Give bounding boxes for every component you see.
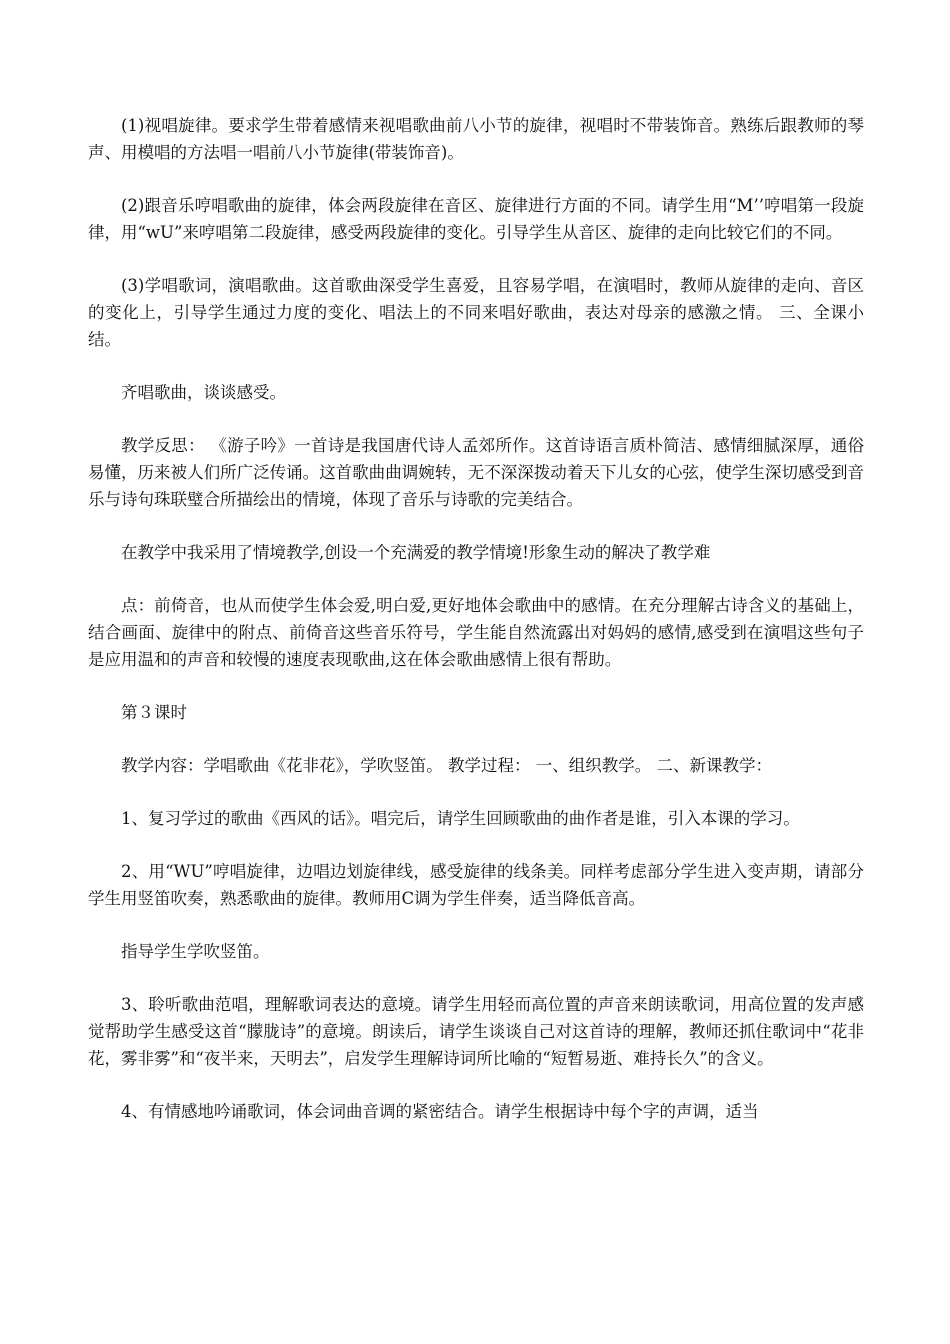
paragraph-situational-teaching: 在教学中我采用了情境教学,创设一个充满爱的教学情境!形象生动的解决了教学难 <box>121 543 711 562</box>
document-body <box>88 112 864 1143</box>
paragraph-lyrics: (3)学唱歌词，演唱歌曲。这首歌曲深受学生喜爱，且容易学唱，在演唱时，教师从旋律的走向、音区的变化上，引导学生通过力度的变化、唱法上的不同来唱好歌曲，表达对母亲的感激之情。 三、全课小结。 <box>88 276 864 349</box>
paragraph-recorder-guidance: 指导学生学吹竖笛。 <box>121 942 270 961</box>
paragraph-step-3: 3、聆听歌曲范唱，理解歌词表达的意境。请学生用轻而高位置的声音来朗读歌词，用高位置的发声感觉帮助学生感受这首“朦胧诗”的意境。朗读后，请学生谈谈自己对这首诗的理解，教师还抓住歌词中“花非花，雾非雾”和“夜半来，天明去”，启发学生理解诗词所比喻的“短暂易逝、难持长久”的含义。 <box>88 995 864 1068</box>
paragraph-appoggiatura: 点：前倚音，也从而使学生体会爱,明白爱,更好地体会歌曲中的感情。在充分理解古诗含义的基础上，结合画面、旋律中的附点、前倚音这些音乐符号，学生能自然流露出对妈妈的感情,感受到在演唱这些句子是应用温和的声音和较慢的速度表现歌曲,这在体会歌曲感情上很有帮助。 <box>88 596 864 669</box>
paragraph-step-4: 4、有情感地吟诵歌词，体会词曲音调的紧密结合。请学生根据诗中每个字的声调，适当 <box>121 1102 759 1121</box>
paragraph-lesson-content: 教学内容：学唱歌曲《花非花》，学吹竖笛。 教学过程： 一、组织教学。 二、新课教学： <box>121 756 772 775</box>
lesson-heading: 第３课时 <box>121 703 187 722</box>
paragraph-humming: (2)跟音乐哼唱歌曲的旋律，体会两段旋律在音区、旋律进行方面的不同。请学生用“M’’哼唱第一段旋律，用“wU”来哼唱第二段旋律，感受两段旋律的变化。引导学生从音区、旋律的走向比较它们的不同。 <box>88 196 864 242</box>
paragraph-step-1: 1、复习学过的歌曲《西风的话》。唱完后，请学生回顾歌曲的曲作者是谁，引入本课的学习。 <box>121 809 800 828</box>
paragraph-teaching-reflection: 教学反思： 《游子吟》一首诗是我国唐代诗人孟郊所作。这首诗语言质朴简洁、感情细腻深厚，通俗易懂，历来被人们所广泛传诵。这首歌曲曲调婉转，无不深深拨动着天下儿女的心弦，使学生深切感受到音乐与诗句珠联璧合所描绘出的情境，体现了音乐与诗歌的完美结合。 <box>88 436 864 509</box>
paragraph-sight-singing: (1)视唱旋律。要求学生带着感情来视唱歌曲前八小节的旋律，视唱时不带装饰音。熟练后跟教师的琴声、用模唱的方法唱一唱前八小节旋律(带装饰音)。 <box>88 116 864 162</box>
paragraph-group-singing: 齐唱歌曲，谈谈感受。 <box>121 383 286 402</box>
paragraph-step-2: 2、用“WU”哼唱旋律，边唱边划旋律线，感受旋律的线条美。同样考虑部分学生进入变声期，请部分学生用竖笛吹奏，熟悉歌曲的旋律。教师用C调为学生伴奏，适当降低音高。 <box>88 862 864 908</box>
